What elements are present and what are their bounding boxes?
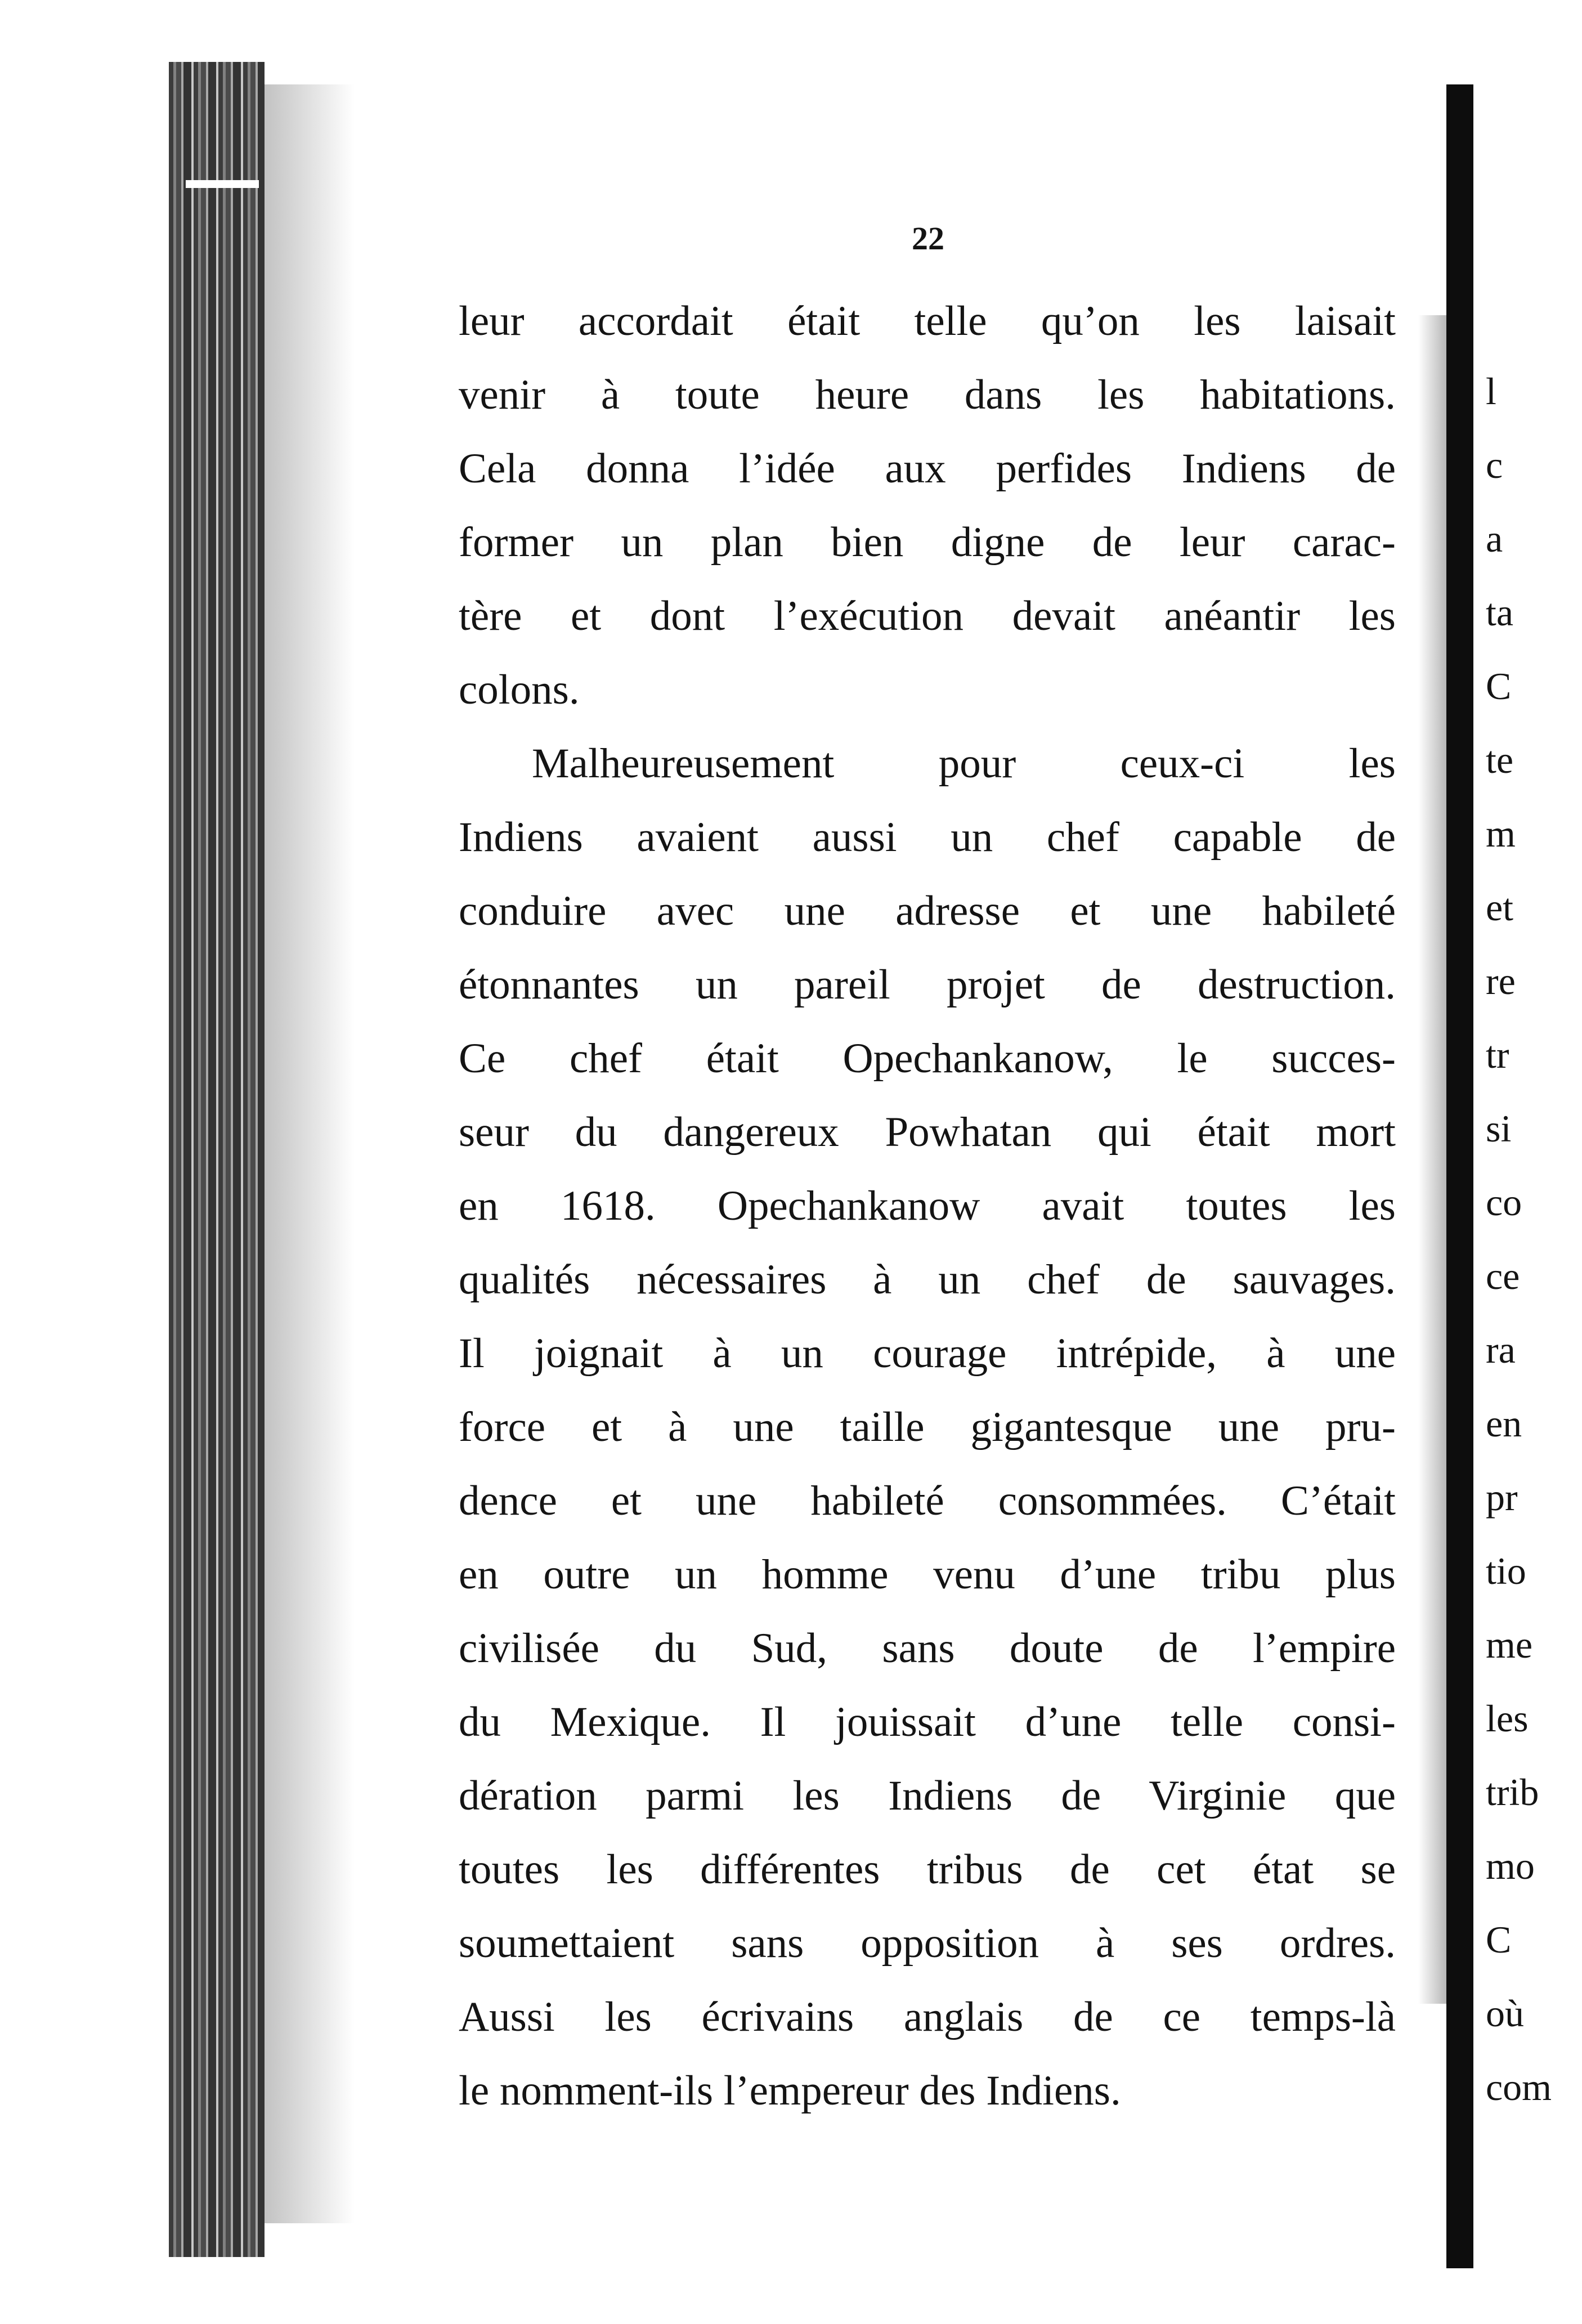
text-line: dence et une habileté consommées. C’était xyxy=(459,1477,1396,1524)
body-text xyxy=(459,284,1396,2128)
facing-page-line: pr xyxy=(1486,1476,1518,1519)
text-line: Aussi les écrivains anglais de ce temps-là xyxy=(459,1994,1396,2040)
binding-shadow-left xyxy=(169,62,265,2257)
text-line: tère et dont l’exécution devait anéantir les xyxy=(459,593,1396,639)
facing-page-line: si xyxy=(1486,1107,1512,1150)
facing-page-line: me xyxy=(1486,1623,1533,1666)
text-line: venir à toute heure dans les habitations. xyxy=(459,371,1396,418)
facing-page-line: en xyxy=(1486,1402,1522,1445)
text-line: Ce chef était Opechankanow, le succes- xyxy=(459,1035,1396,1082)
facing-page-line: com xyxy=(1486,2066,1552,2108)
text-line: Indiens avaient aussi un chef capable de xyxy=(459,814,1396,861)
facing-page-line: ra xyxy=(1486,1328,1516,1371)
text-line: seur du dangereux Powhatan qui était mort xyxy=(459,1109,1396,1156)
facing-page-line: m xyxy=(1486,812,1516,855)
binding-fade-left xyxy=(265,84,355,2223)
facing-page-line: ce xyxy=(1486,1255,1520,1297)
text-line: toutes les différentes tribus de cet état se xyxy=(459,1846,1396,1893)
facing-page-line: c xyxy=(1486,444,1503,486)
facing-page-fragments xyxy=(1486,355,1582,2124)
facing-page-line: re xyxy=(1486,960,1516,1002)
facing-page-line: trib xyxy=(1486,1771,1539,1813)
page-edge-fade-right xyxy=(1418,315,1449,2004)
text-line: dération parmi les Indiens de Virginie que xyxy=(459,1772,1396,1819)
text-line: du Mexique. Il jouissait d’une telle consi- xyxy=(459,1699,1396,1745)
facing-page-line: a xyxy=(1486,517,1503,560)
text-line: Cela donna l’idée aux perfides Indiens de xyxy=(459,445,1396,492)
facing-page-line: mo xyxy=(1486,1844,1535,1887)
page-number: 22 xyxy=(912,220,944,257)
text-line: former un plan bien digne de leur carac- xyxy=(459,519,1396,566)
text-line: soumettaient sans opposition à ses ordres. xyxy=(459,1920,1396,1967)
text-line: en 1618. Opechankanow avait toutes les xyxy=(459,1183,1396,1229)
text-line: en outre un homme venu d’une tribu plus xyxy=(459,1551,1396,1598)
text-line: force et à une taille gigantesque une pru- xyxy=(459,1404,1396,1450)
page-edge-shadow-right xyxy=(1446,84,1473,2268)
binding-notch xyxy=(186,180,259,188)
facing-page-line: C xyxy=(1486,665,1512,708)
text-line: conduire avec une adresse et une habileté xyxy=(459,888,1396,934)
text-line: le nomment-ils l’empereur des Indiens. xyxy=(459,2067,1121,2114)
text-line: qualités nécessaires à un chef de sauvages. xyxy=(459,1256,1396,1303)
text-line: leur accordait était telle qu’on les laisait xyxy=(459,298,1396,344)
facing-page-line: co xyxy=(1486,1181,1522,1224)
facing-page-line: C xyxy=(1486,1918,1512,1961)
facing-page-line: tr xyxy=(1486,1033,1509,1076)
text-line: colons. xyxy=(459,666,580,713)
facing-page-line: ta xyxy=(1486,591,1514,634)
facing-page-line: te xyxy=(1486,738,1514,781)
facing-page-line: tio xyxy=(1486,1550,1526,1592)
text-line: Malheureusement pour ceux-ci les xyxy=(532,740,1396,787)
facing-page-line: les xyxy=(1486,1697,1529,1740)
facing-page-line: où xyxy=(1486,1992,1524,2035)
facing-page-line: et xyxy=(1486,886,1514,929)
text-line: étonnantes un pareil projet de destruction. xyxy=(459,961,1396,1008)
text-line: Il joignait à un courage intrépide, à une xyxy=(459,1330,1396,1377)
text-line: civilisée du Sud, sans doute de l’empire xyxy=(459,1625,1396,1672)
facing-page-line: l xyxy=(1486,370,1496,413)
